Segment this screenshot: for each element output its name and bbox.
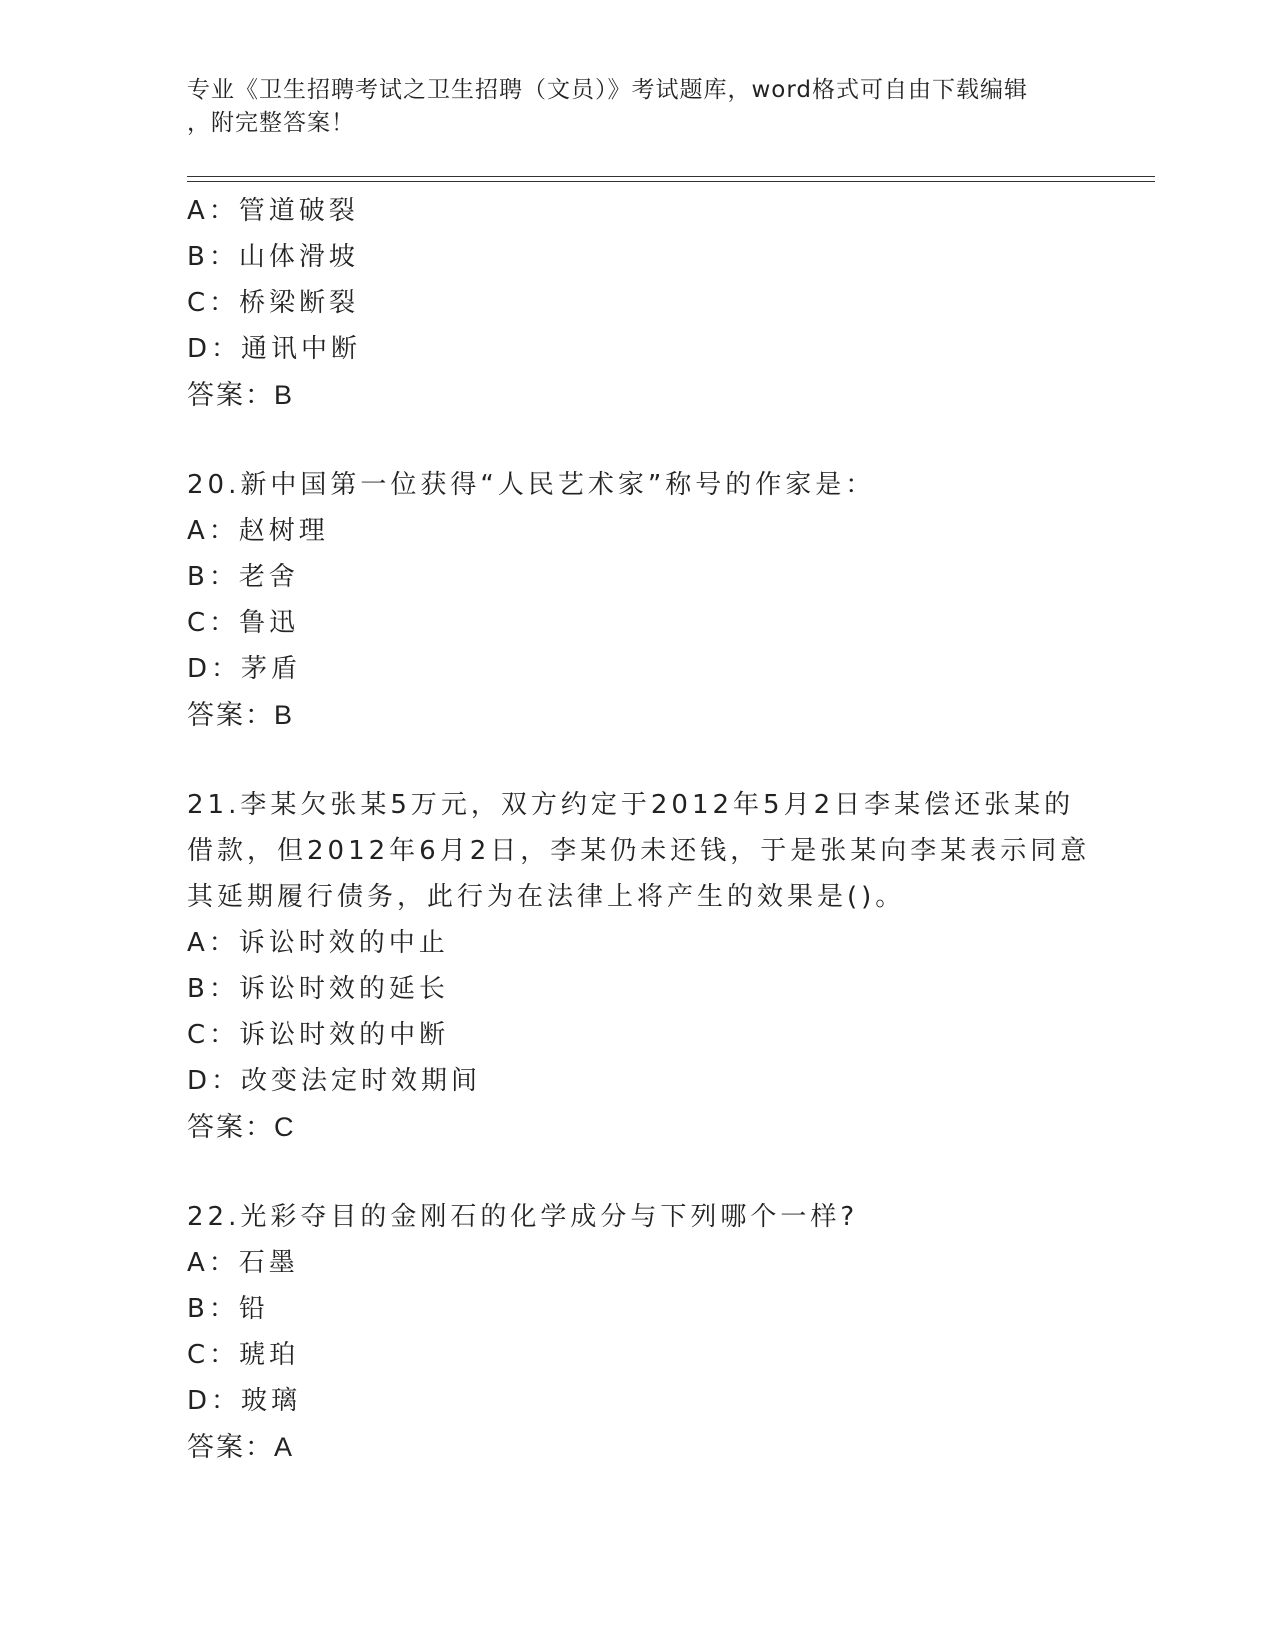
- spacer: [187, 738, 1087, 782]
- question-list: [187, 188, 1091, 1470]
- question-21: [187, 782, 1091, 1150]
- option-c: C：琥珀: [187, 1340, 300, 1370]
- option-a: A：管道破裂: [187, 196, 359, 226]
- question-stem: 22.光彩夺目的金刚石的化学成分与下列哪个一样?: [187, 1202, 859, 1232]
- header-line-1: 专业《卫生招聘考试之卫生招聘（文员）》考试题库，word格式可自由下载编辑: [187, 77, 1029, 103]
- question-20: [187, 462, 1087, 738]
- option-d: D：通讯中断: [187, 334, 362, 364]
- option-c: C：桥梁断裂: [187, 288, 360, 318]
- question-stem: 20.新中国第一位获得“人民艺术家”称号的作家是：: [187, 470, 876, 500]
- option-b: B：诉讼时效的延长: [187, 974, 449, 1004]
- answer-line: 答案：C: [187, 1112, 296, 1142]
- option-c: C：鲁迅: [187, 608, 300, 638]
- option-a: A：石墨: [187, 1248, 299, 1278]
- question-stem-line-1: 21.李某欠张某5万元，双方约定于2012年5月2日李某偿还张某的: [187, 790, 1075, 820]
- option-b: B：山体滑坡: [187, 242, 359, 272]
- answer-line: 答案：A: [187, 1432, 295, 1462]
- document-header: [187, 74, 1087, 140]
- option-d: D：玻璃: [187, 1386, 302, 1416]
- option-a: A：赵树理: [187, 516, 329, 546]
- question-22: [187, 1194, 1087, 1470]
- answer-line: 答案：B: [187, 380, 295, 410]
- question-stem-line-3: 其延期履行债务，此行为在法律上将产生的效果是()。: [187, 882, 906, 912]
- question-stem-line-2: 借款，但2012年6月2日，李某仍未还钱，于是张某向李某表示同意: [187, 836, 1091, 866]
- option-b: B：老舍: [187, 562, 299, 592]
- option-c: C：诉讼时效的中断: [187, 1020, 450, 1050]
- option-d: D：改变法定时效期间: [187, 1066, 482, 1096]
- option-d: D：茅盾: [187, 654, 302, 684]
- spacer: [187, 1150, 1087, 1194]
- header-rule-top: [187, 176, 1155, 177]
- header-line-2: ，附完整答案！: [187, 110, 355, 136]
- question-19: [187, 188, 1087, 418]
- spacer: [187, 418, 1087, 462]
- option-b: B：铅: [187, 1294, 269, 1324]
- answer-line: 答案：B: [187, 700, 295, 730]
- option-a: A：诉讼时效的中止: [187, 928, 449, 958]
- header-rule-bottom: [187, 181, 1155, 182]
